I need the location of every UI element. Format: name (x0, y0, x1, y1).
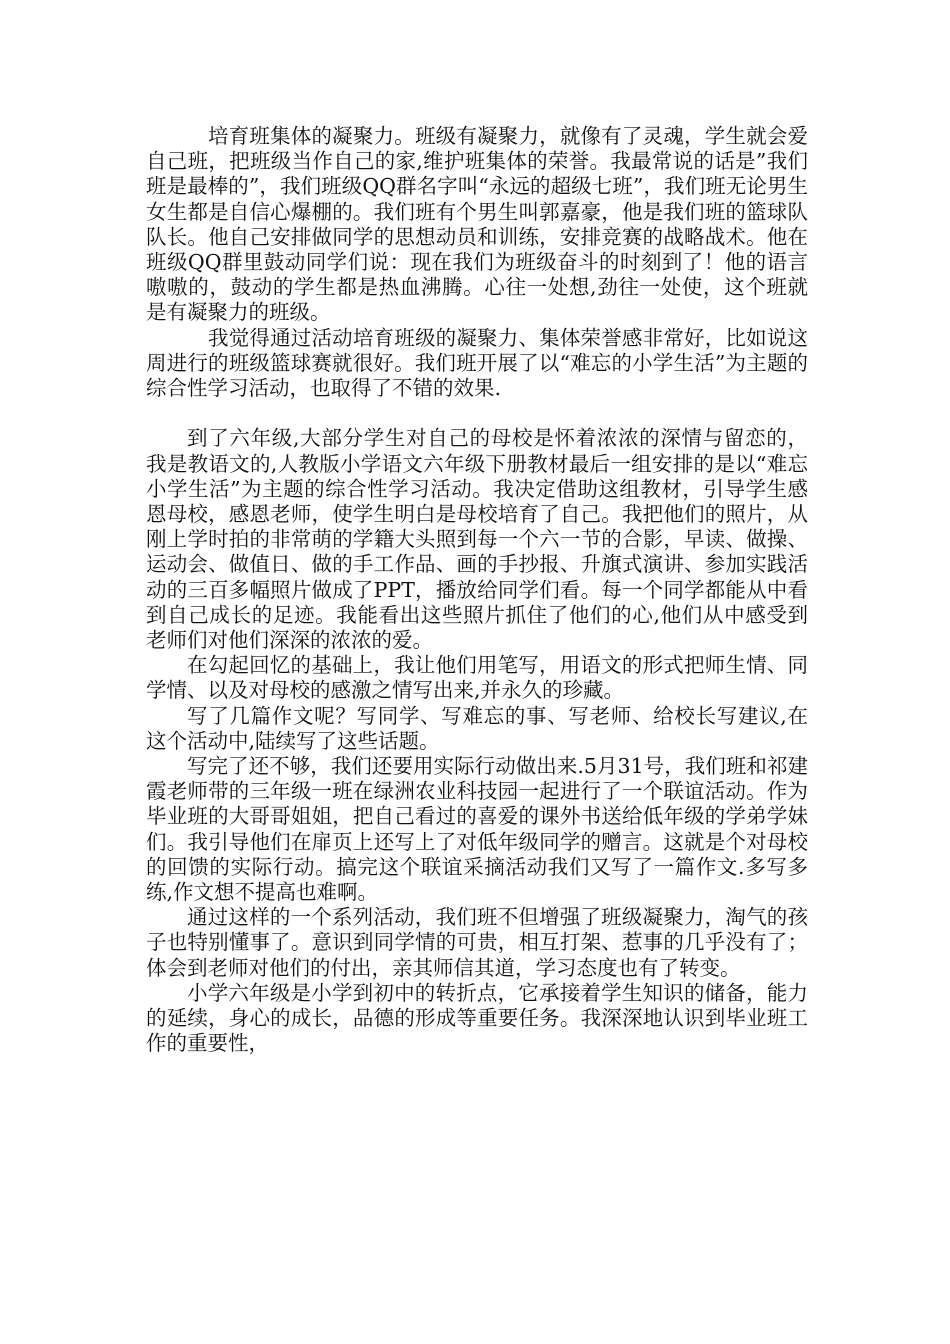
paragraph: 小学六年级是小学到初中的转折点，它承接着学生知识的储备，能力的延续，身心的成长，品德的形成等重要任务。我深深地认识到毕业班工作的重要性， (146, 980, 808, 1056)
paragraph: 在勾起回忆的基础上，我让他们用笔写，用语文的形式把师生情、同学情、以及对母校的感激之情写出来,并永久的珍藏。 (146, 653, 808, 703)
document-body (146, 124, 808, 1057)
paragraph: 培育班集体的凝聚力。班级有凝聚力，就像有了灵魂，学生就会爱自己班，把班级当作自己的家,维护班集体的荣誉。我最常说的话是”我们班是最棒的”，我们班级QQ群名字叫“永远的超级七班”，我们班无论男生女生都是自信心爆棚的。我们班有个男生叫郭嘉豪，他是我们班的篮球队队长。他自己安排做同学的思想动员和训练，安排竞赛的战略战术。他在班级QQ群里鼓动同学们说：现在我们为班级奋斗的时刻到了！他的语言嗷嗷的，鼓动的学生都是热血沸腾。心往一处想,劲往一处使，这个班就是有凝聚力的班级。 (146, 124, 808, 325)
paragraph: 我觉得通过活动培育班级的凝聚力、集体荣誉感非常好，比如说这周进行的班级篮球赛就很好。我们班开展了以“难忘的小学生活”为主题的综合性学习活动，也取得了不错的效果. (146, 325, 808, 401)
paragraph: 写完了还不够，我们还要用实际行动做出来.5月31号，我们班和祁建霞老师带的三年级一班在绿洲农业科技园一起进行了一个联谊活动。作为毕业班的大哥哥姐姐，把自己看过的喜爱的课外书送给低年级的学弟学妹们。我引导他们在扉页上还写上了对低年级同学的赠言。这就是个对母校的回馈的实际行动。搞完这个联谊采摘活动我们又写了一篇作文.多写多练,作文想不提高也难啊。 (146, 754, 808, 905)
paragraph: 到了六年级,大部分学生对自己的母校是怀着浓浓的深情与留恋的，我是教语文的,人教版小学语文六年级下册教材最后一组安排的是以“难忘小学生活”为主题的综合性学习活动。我决定借助这组教材，引导学生感恩母校，感恩老师，使学生明白是母校培育了自己。我把他们的照片，从刚上学时拍的非常萌的学籍大头照到每一个六一节的合影，早读、做操、运动会、做值日、做的手工作品、画的手抄报、升旗式演讲、参加实践活动的三百多幅照片做成了PPT，播放给同学们看。每一个同学都能从中看到自己成长的足迹。我能看出这些照片抓住了他们的心,他们从中感受到老师们对他们深深的浓浓的爱。 (146, 426, 808, 653)
paragraph: 通过这样的一个系列活动，我们班不但增强了班级凝聚力，淘气的孩子也特别懂事了。意识到同学情的可贵，相互打架、惹事的几乎没有了；体会到老师对他们的付出，亲其师信其道，学习态度也有了转变。 (146, 905, 808, 980)
paragraph: 写了几篇作文呢？写同学、写难忘的事、写老师、给校长写建议,在这个活动中,陆续写了这些话题。 (146, 703, 808, 753)
paragraph-gap (146, 401, 808, 426)
